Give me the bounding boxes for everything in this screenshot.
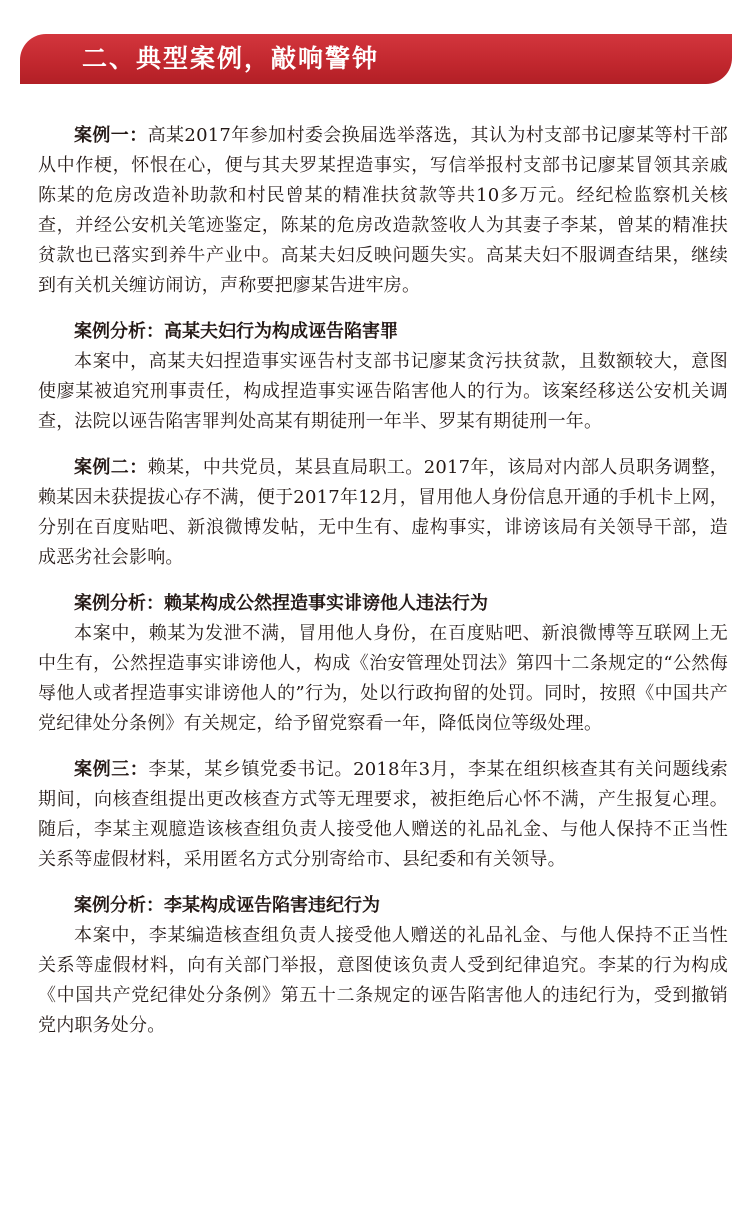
analysis-heading: 案例分析：赖某构成公然捏造事实诽谤他人违法行为 — [74, 593, 488, 614]
case-paragraph — [38, 121, 728, 301]
case-1-analysis — [38, 317, 728, 437]
case-paragraph — [38, 453, 728, 573]
case-paragraph — [38, 755, 728, 875]
case-label: 案例一： — [74, 125, 148, 146]
analysis-text: 本案中，李某编造核查组负责人接受他人赠送的礼品礼金、与他人保持不正当性关系等虚假材料，向有关部门举报，意图使该负责人受到纪律追究。李某的行为构成《中国共产党纪律处分条例》第五十二条规定的诬告陷害他人的违纪行为，受到撤销党内职务处分。 — [38, 925, 728, 1036]
case-text: 李某，某乡镇党委书记。2018年3月，李某在组织核查其有关问题线索期间，向核查组提出更改核查方式等无理要求，被拒绝后心怀不满，产生报复心理。随后，李某主观臆造该核查组负责人接受他人赠送的礼品礼金、与他人保持不正当性关系等虚假材料，采用匿名方式分别寄给市、县纪委和有关领导。 — [38, 759, 728, 870]
analysis-heading: 案例分析：高某夫妇行为构成诬告陷害罪 — [74, 321, 398, 342]
case-label: 案例三： — [74, 759, 149, 780]
case-label: 案例二： — [74, 457, 148, 478]
section-title: 二、典型案例，敲响警钟 — [82, 44, 380, 73]
analysis-text: 本案中，高某夫妇捏造事实诬告村支部书记廖某贪污扶贫款，且数额较大，意图使廖某被追究刑事责任，构成捏造事实诬告陷害他人的行为。该案经移送公安机关调查，法院以诬告陷害罪判处高某有期徒刑一年半、罗某有期徒刑一年。 — [38, 351, 728, 432]
case-2 — [38, 453, 728, 573]
case-2-analysis — [38, 589, 728, 739]
case-1 — [38, 121, 728, 301]
case-text: 赖某，中共党员，某县直局职工。2017年，该局对内部人员职务调整，赖某因未获提拔心存不满，便于2017年12月，冒用他人身份信息开通的手机卡上网，分别在百度贴吧、新浪微博发帖，无中生有、虚构事实，诽谤该局有关领导干部，造成恶劣社会影响。 — [38, 457, 728, 568]
analysis-text: 本案中，赖某为发泄不满，冒用他人身份，在百度贴吧、新浪微博等互联网上无中生有，公然捏造事实诽谤他人，构成《治安管理处罚法》第四十二条规定的“公然侮辱他人或者捏造事实诽谤他人的”行为，处以行政拘留的处罚。同时，按照《中国共产党纪律处分条例》有关规定，给予留党察看一年，降低岗位等级处理。 — [38, 623, 728, 734]
case-3 — [38, 755, 728, 875]
case-3-analysis — [38, 891, 728, 1041]
section-banner — [20, 34, 732, 84]
analysis-heading: 案例分析：李某构成诬告陷害违纪行为 — [74, 895, 380, 916]
case-text: 高某2017年参加村委会换届选举落选，其认为村支部书记廖某等村干部从中作梗，怀恨在心，便与其夫罗某捏造事实，写信举报村支部书记廖某冒领其亲戚陈某的危房改造补助款和村民曾某的精准扶贫款等共10多万元。经纪检监察机关核查，并经公安机关笔迹鉴定，陈某的危房改造款签收人为其妻子李某，曾某的精准扶贫款也已落实到养牛产业中。高某夫妇反映问题失实。高某夫妇不服调查结果，继续到有关机关缠访闹访，声称要把廖某告进牢房。 — [38, 125, 728, 296]
article-body — [38, 121, 728, 1057]
